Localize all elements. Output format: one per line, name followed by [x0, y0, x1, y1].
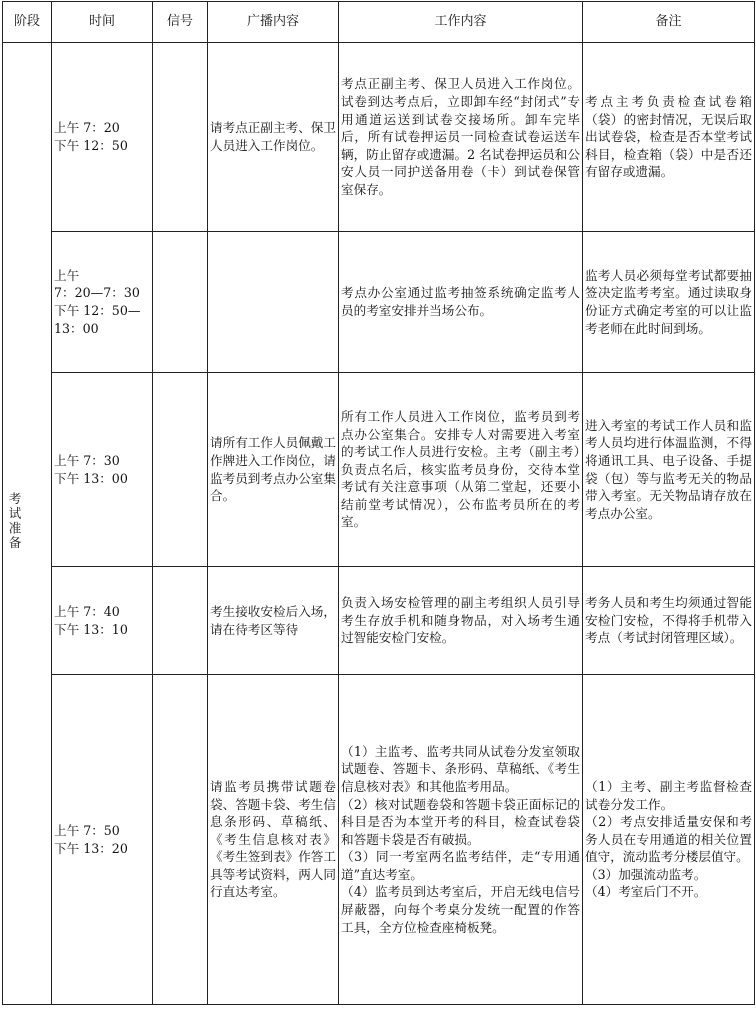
- table-row: [3, 232, 755, 373]
- remarks-item: （1）主考、副主考监督检查试卷分发工作。: [585, 778, 752, 812]
- broadcast-cell: 请监考员携带试题卷袋、答题卡袋、考生信息条形码、草稿纸、《考生信息核对表》《考生签到表》作答工具等考试资料，两人同行直达考室。: [208, 675, 339, 1005]
- header-remarks: 备注: [583, 2, 755, 43]
- work-item: （4）监考员到达考室后，开启无线电信号屏蔽器，向每个考桌分发统一配置的作答工具，全方位检查座椅板凳。: [341, 884, 580, 935]
- time-line: 下午 13：20: [54, 840, 128, 856]
- time-line: 下午 13：10: [54, 621, 128, 637]
- broadcast-cell: 请所有工作人员佩戴工作牌进入工作岗位，请监考员到考点办公室集合。: [208, 373, 339, 567]
- time-cell: [52, 232, 153, 373]
- remarks-cell: 考务人员和考生均须通过智能安检门安检，不得将手机带入考点（考试封闭管理区域）。: [583, 567, 755, 675]
- time-cell: [52, 43, 153, 232]
- header-signal: 信号: [153, 2, 208, 43]
- exam-schedule-table: [2, 1, 755, 1005]
- table-row: [3, 373, 755, 567]
- time-line: 上午 7：30: [54, 452, 120, 468]
- broadcast-cell: 考生接收安检后入场，请在待考区等待: [208, 567, 339, 675]
- time-line: 7：20—7：30: [54, 285, 140, 301]
- stage-cell: [3, 43, 52, 1005]
- time-line: 上午: [54, 267, 80, 283]
- header-row: [3, 2, 755, 43]
- remarks-cell: 进入考室的考试工作人员和监考人员均进行体温监测，不得将通讯工具、电子设备、手提袋（包）等与监考无关的物品带入考室。无关物品请存放在考点办公室。: [583, 373, 755, 567]
- remarks-cell: 监考人员必须每堂考试都要抽签决定监考考室。通过读取身份证方式确定考室的可以让监考老师在此时间到场。: [583, 232, 755, 373]
- remarks-item: （3）加强流动监考。: [585, 866, 707, 882]
- signal-cell: [153, 232, 208, 373]
- table-row: [3, 675, 755, 1005]
- header-work: 工作内容: [339, 2, 583, 43]
- remarks-item: （2）考点安排适量安保和考务人员在专用通道的相关位置值守，流动监考分楼层值守。: [585, 814, 752, 865]
- work-cell: 负责入场安检管理的副主考组织人员引导考生存放手机和随身物品，对入场考生通过智能安检门安检。: [339, 567, 583, 675]
- work-cell: [339, 675, 583, 1005]
- header-broadcast: 广播内容: [208, 2, 339, 43]
- time-cell: [52, 373, 153, 567]
- broadcast-cell: [208, 232, 339, 373]
- work-cell: 考点正副主考、保卫人员进入工作岗位。试卷到达考点后，立即卸车经“封闭式”专用通道运送到试卷交接场所。卸车完毕后，所有试卷押运员一同检查试卷运送车辆，防止留存或遗漏。2 名试卷押运员和公安人员一同护送备用卷（卡）到试卷保管室保存。: [339, 43, 583, 232]
- time-line: 下午 13：00: [54, 470, 128, 486]
- work-item: （3）同一考室两名监考结伴，走“专用通道”直达考室。: [341, 849, 580, 882]
- work-cell: 所有工作人员进入工作岗位，监考员到考点办公室集合。安排专人对需要进入考室的考试工作人员进行安检。主考（副主考）负责点名后，核实监考员身份，交待本堂考试有关注意事项（从第二堂起，还要小结前堂考试情况），公布监考员所在的考室。: [339, 373, 583, 567]
- time-cell: [52, 567, 153, 675]
- work-item: （2）核对试题卷袋和答题卡袋正面标记的科目是否为本堂开考的科目，检查试卷袋和答题卡袋是否有破损。: [341, 796, 580, 847]
- remarks-item: （4）考室后门不开。: [585, 884, 707, 900]
- signal-cell: [153, 567, 208, 675]
- signal-cell: [153, 675, 208, 1005]
- time-cell: [52, 675, 153, 1005]
- remarks-cell: [583, 675, 755, 1005]
- time-line: 下午 12：50: [54, 138, 128, 153]
- time-line: 下午 12：50—: [54, 303, 141, 318]
- header-stage: 阶段: [3, 2, 52, 43]
- time-line: 上午 7：50: [54, 822, 120, 838]
- work-item: （1）主监考、监考共同从试卷分发室领取试题卷、答题卡、条形码、草稿纸、《考生信息核对表》和其他监考用品。: [341, 743, 580, 794]
- remarks-cell: 考点主考负责检查试卷箱（袋）的密封情况，无误后取出试卷袋，检查是否本堂考试科目，检查箱（袋）中是否还有留存或遗漏。: [583, 43, 755, 232]
- time-line: 13：00: [54, 320, 99, 336]
- signal-cell: [153, 373, 208, 567]
- time-line: 上午 7：40: [54, 603, 120, 619]
- broadcast-cell: 请考点正副主考、保卫人员进入工作岗位。: [208, 43, 339, 232]
- stage-label: 考试准备: [6, 492, 22, 551]
- signal-cell: [153, 43, 208, 232]
- table-row: [3, 567, 755, 675]
- time-line: 上午 7：20: [54, 120, 120, 136]
- table-row: [3, 43, 755, 232]
- header-time: 时间: [52, 2, 153, 43]
- work-cell: 考点办公室通过监考抽签系统确定监考人员的考室安排并当场公布。: [339, 232, 583, 373]
